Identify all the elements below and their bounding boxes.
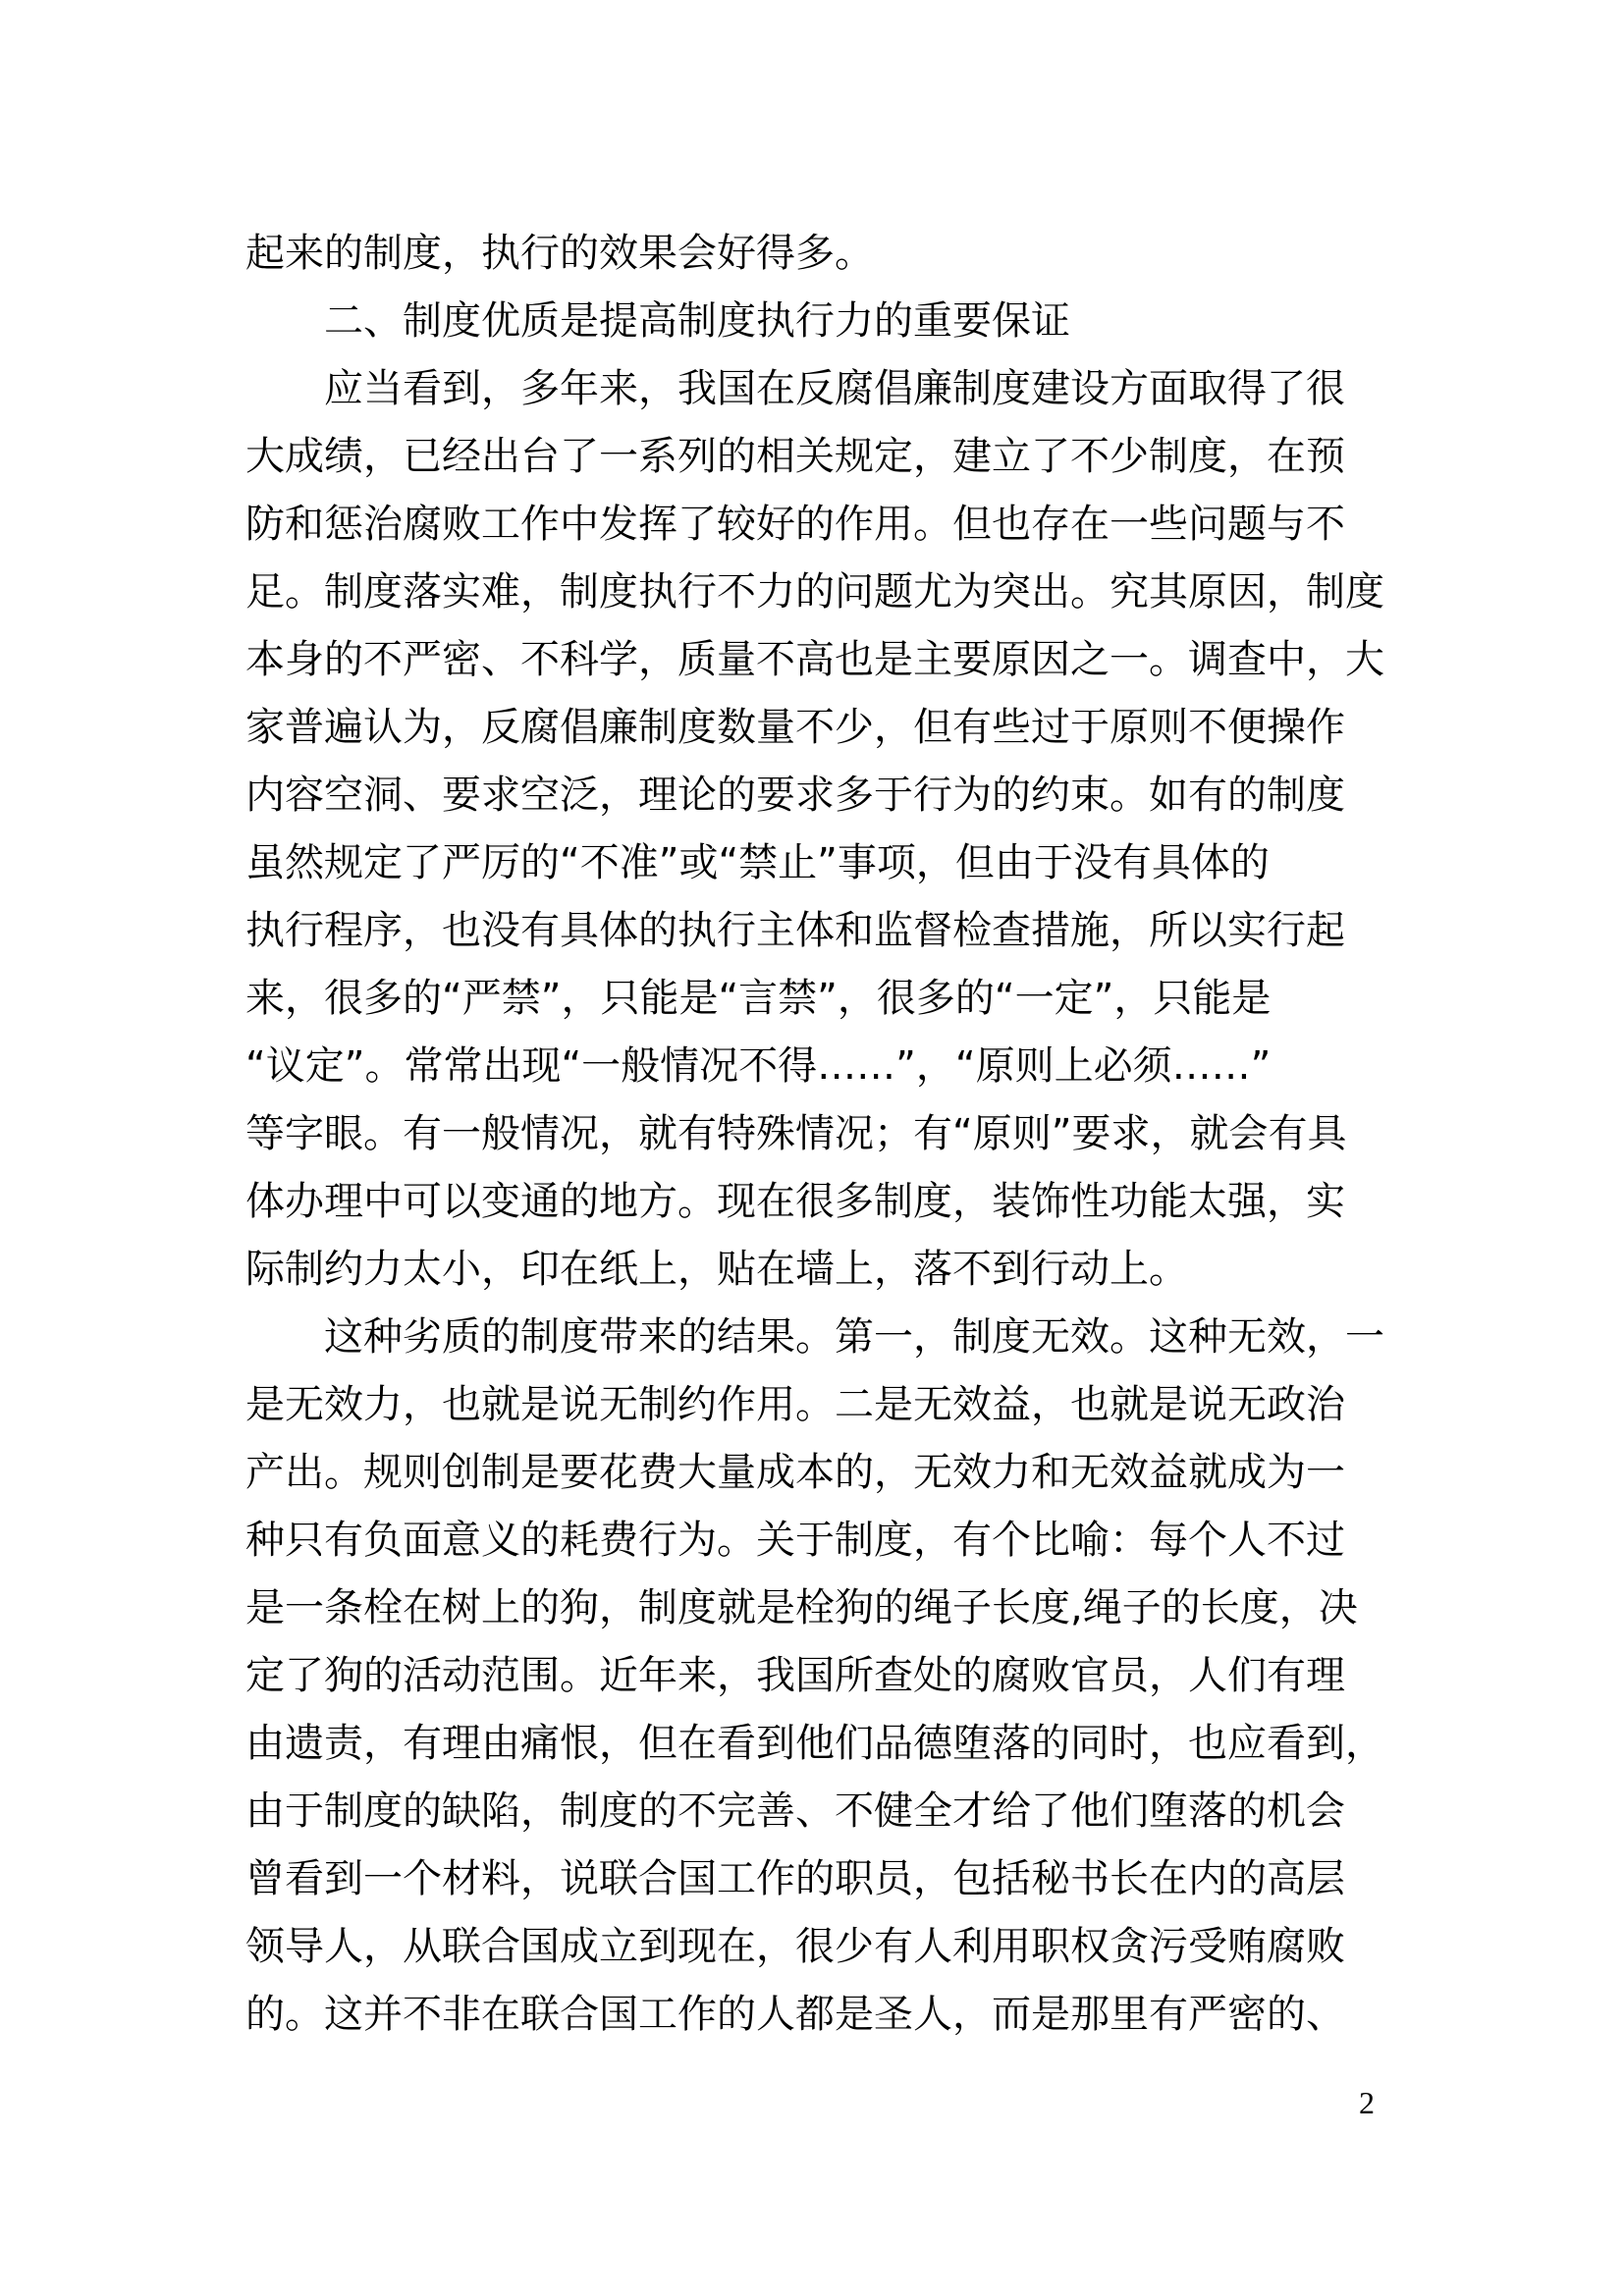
text-line: 的。这并不非在联合国工作的人都是圣人，而是那里有严密的、 (245, 1992, 1345, 2037)
text-line: 是无效力，也就是说无制约作用。二是无效益，也就是说无政治 (245, 1382, 1345, 1427)
page-number: 2 (1359, 2085, 1375, 2120)
text-line: 虽然规定了严厉的“不准”或“禁止”事项，但由于没有具体的 (245, 840, 1270, 885)
text-line: 本身的不严密、不科学，质量不高也是主要原因之一。调查中，大 (245, 637, 1384, 682)
text-line: 起来的制度，执行的效果会好得多。 (245, 231, 874, 276)
text-line: “议定”。常常出现“一般情况不得……”，“原则上必须……” (245, 1043, 1272, 1089)
text-line: 应当看到，多年来，我国在反腐倡廉制度建设方面取得了很 (324, 366, 1345, 411)
text-line: 际制约力太小，印在纸上，贴在墙上，落不到行动上。 (245, 1247, 1188, 1292)
text-line: 执行程序，也没有具体的执行主体和监督检查措施，所以实行起 (245, 908, 1345, 953)
text-line: 内容空洞、要求空泛，理论的要求多于行为的约束。如有的制度 (245, 773, 1345, 818)
text-line: 由遗责，有理由痛恨，但在看到他们品德堕落的同时，也应看到， (245, 1721, 1384, 1766)
text-line: 产出。规则创制是要花费大量成本的，无效力和无效益就成为一 (245, 1450, 1345, 1495)
section-heading: 二、制度优质是提高制度执行力的重要保证 (324, 298, 1070, 344)
text-line: 曾看到一个材料，说联合国工作的职员，包括秘书长在内的高层 (245, 1856, 1345, 1901)
body-text (245, 220, 1394, 2049)
text-line: 是一条栓在树上的狗，制度就是栓狗的绳子长度,绳子的长度，决 (245, 1585, 1358, 1630)
text-line: 等字眼。有一般情况，就有特殊情况；有“原则”要求，就会有具 (245, 1111, 1347, 1156)
text-line: 体办理中可以变通的地方。现在很多制度，装饰性功能太强，实 (245, 1179, 1345, 1224)
text-line: 领导人，从联合国成立到现在，很少有人利用职权贪污受贿腐败 (245, 1924, 1345, 1969)
text-line: 来，很多的“严禁”，只能是“言禁”，很多的“一定”，只能是 (245, 976, 1272, 1021)
text-line: 由于制度的缺陷，制度的不完善、不健全才给了他们堕落的机会 (245, 1789, 1345, 1834)
text-line: 定了狗的活动范围。近年来，我国所查处的腐败官员，人们有理 (245, 1653, 1345, 1698)
text-line: 防和惩治腐败工作中发挥了较好的作用。但也存在一些问题与不 (245, 502, 1345, 547)
text-line: 足。制度落实难，制度执行不力的问题尤为突出。究其原因，制度 (245, 569, 1384, 614)
text-line: 种只有负面意义的耗费行为。关于制度，有个比喻：每个人不过 (245, 1518, 1345, 1563)
text-line: 大成绩，已经出台了一系列的相关规定，建立了不少制度，在预 (245, 434, 1345, 479)
text-line: 这种劣质的制度带来的结果。第一，制度无效。这种无效，一 (324, 1314, 1384, 1360)
text-line: 家普遍认为，反腐倡廉制度数量不少，但有些过于原则不便操作 (245, 705, 1345, 750)
